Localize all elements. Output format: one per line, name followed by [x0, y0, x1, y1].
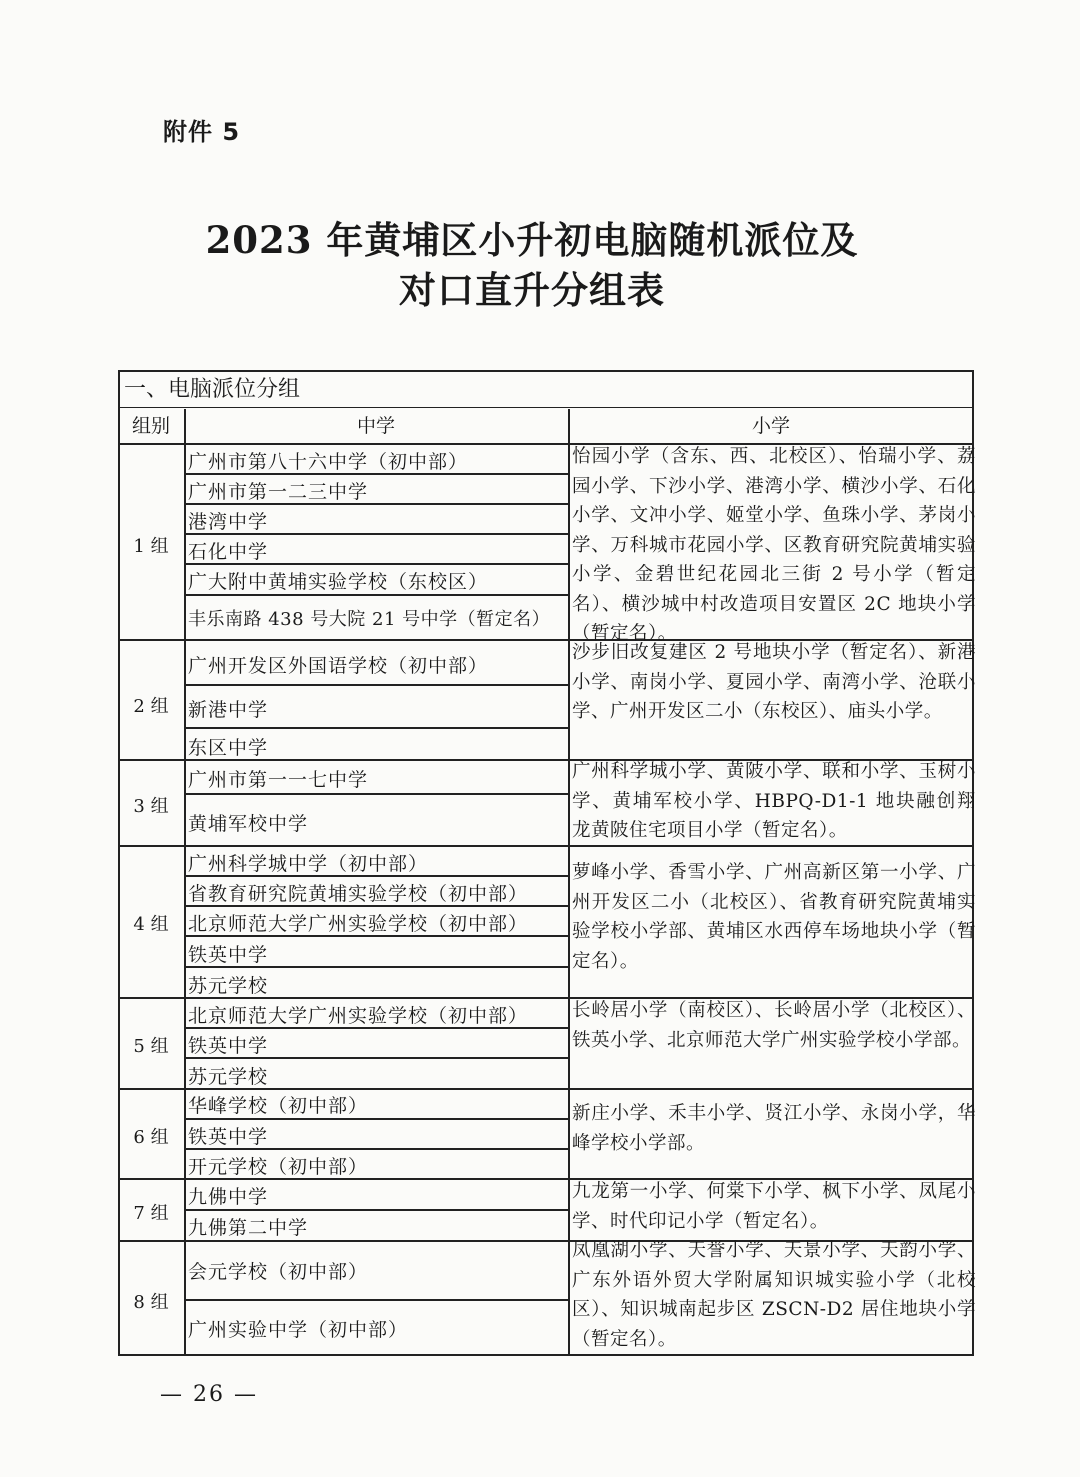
middle-school: 铁英中学 — [188, 1126, 269, 1148]
middle-school: 广州市第一二三中学 — [188, 481, 369, 503]
primary-schools: 广州科学城小学、黄陂小学、联和小学、玉树小学、黄埔军校小学、HBPQ-D1-1 地块融创翔龙黄陂住宅项目小学（暂定名）。 — [572, 761, 976, 841]
primary-schools: 长岭居小学（南校区）、长岭居小学（北校区）、铁英小学、北京师范大学广州实验学校小学部。 — [572, 1000, 976, 1051]
header-middle-school: 中学 — [356, 415, 395, 437]
middle-school: 北京师范大学广州实验学校（初中部） — [188, 913, 529, 935]
middle-school: 铁英中学 — [188, 944, 269, 966]
middle-school: 北京师范大学广州实验学校（初中部） — [188, 1005, 529, 1027]
middle-school: 港湾中学 — [188, 511, 269, 533]
middle-school: 铁英中学 — [188, 1035, 269, 1057]
group-label: 3 组 — [133, 796, 169, 817]
middle-school: 广州市第八十六中学（初中部） — [188, 451, 469, 473]
header-group: 组别 — [131, 415, 170, 437]
middle-school: 丰乐南路 438 号大院 21 号中学（暂定名） — [188, 609, 551, 630]
group-label: 6 组 — [133, 1127, 169, 1148]
group-label: 5 组 — [133, 1036, 169, 1057]
middle-school: 九佛第二中学 — [188, 1217, 309, 1239]
grid-line — [184, 793, 568, 795]
middle-school: 苏元学校 — [188, 1066, 269, 1088]
grid-line — [184, 1209, 568, 1211]
grid-line — [568, 409, 570, 1355]
grid-line — [184, 1299, 568, 1301]
grid-line — [184, 594, 568, 596]
group-label: 4 组 — [133, 914, 169, 935]
primary-schools: 萝峰小学、香雪小学、广州高新区第一小学、广州开发区二小（北校区）、省教育研究院黄埔实验学校小学部、黄埔区水西停车场地块小学（暂定名）。 — [572, 862, 976, 972]
grid-line — [184, 409, 186, 1355]
middle-school: 东区中学 — [188, 737, 269, 759]
primary-schools: 沙步旧改复建区 2 号地块小学（暂定名）、新港小学、南岗小学、夏园小学、南湾小学、沧联小学、广州开发区二小（东校区）、庙头小学。 — [572, 642, 976, 722]
middle-school: 会元学校（初中部） — [188, 1261, 369, 1283]
grid-line — [184, 727, 568, 729]
middle-school: 石化中学 — [188, 541, 269, 563]
attachment-label: 附件 5 — [163, 118, 241, 146]
document-title-line1: 2023 年黄埔区小升初电脑随机派位及 — [205, 218, 859, 262]
middle-school: 广大附中黄埔实验学校（东校区） — [188, 571, 489, 593]
header-primary-school: 小学 — [751, 415, 790, 437]
grid-line — [184, 1118, 568, 1120]
primary-schools: 凤凰湖小学、天誉小学、天景小学、天韵小学、广东外语外贸大学附属知识城实验小学（北校区）、知识城南起步区 ZSCN-D2 居住地块小学（暂定名）。 — [572, 1240, 976, 1350]
middle-school: 省教育研究院黄埔实验学校（初中部） — [188, 883, 529, 905]
document-title-line2: 对口直升分组表 — [399, 268, 665, 312]
middle-school: 苏元学校 — [188, 975, 269, 997]
grid-line — [184, 684, 568, 686]
middle-school: 广州市第一一七中学 — [188, 769, 369, 791]
primary-schools: 新庄小学、禾丰小学、贤江小学、永岗小学，华峰学校小学部。 — [572, 1103, 976, 1154]
middle-school: 广州科学城中学（初中部） — [188, 853, 429, 875]
middle-school: 华峰学校（初中部） — [188, 1095, 369, 1117]
group-label: 1 组 — [133, 536, 169, 557]
middle-school: 开元学校（初中部） — [188, 1156, 369, 1178]
primary-schools: 九龙第一小学、何棠下小学、枫下小学、凤尾小学、时代印记小学（暂定名）。 — [572, 1181, 976, 1232]
middle-school: 九佛中学 — [188, 1186, 269, 1208]
middle-school: 广州实验中学（初中部） — [188, 1319, 409, 1341]
group-label: 2 组 — [133, 696, 169, 717]
middle-school: 广州开发区外国语学校（初中部） — [188, 655, 489, 677]
section-title: 一、电脑派位分组 — [118, 372, 974, 408]
group-label: 8 组 — [133, 1292, 169, 1313]
page-number: — 26 — — [160, 1382, 258, 1407]
group-label: 7 组 — [133, 1203, 169, 1224]
primary-schools: 怡园小学（含东、西、北校区）、怡瑞小学、荔园小学、下沙小学、港湾小学、横沙小学、石化小学、文冲小学、姬堂小学、鱼珠小学、茅岗小学、万科城市花园小学、区教育研究院黄埔实验小学、金碧世纪花园北三街 2 号小学（暂定名）、横沙城中村改造项目安置区 2C 地块小学（暂定名）。 — [572, 446, 976, 644]
middle-school: 新港中学 — [188, 699, 269, 721]
middle-school: 黄埔军校中学 — [188, 813, 309, 835]
